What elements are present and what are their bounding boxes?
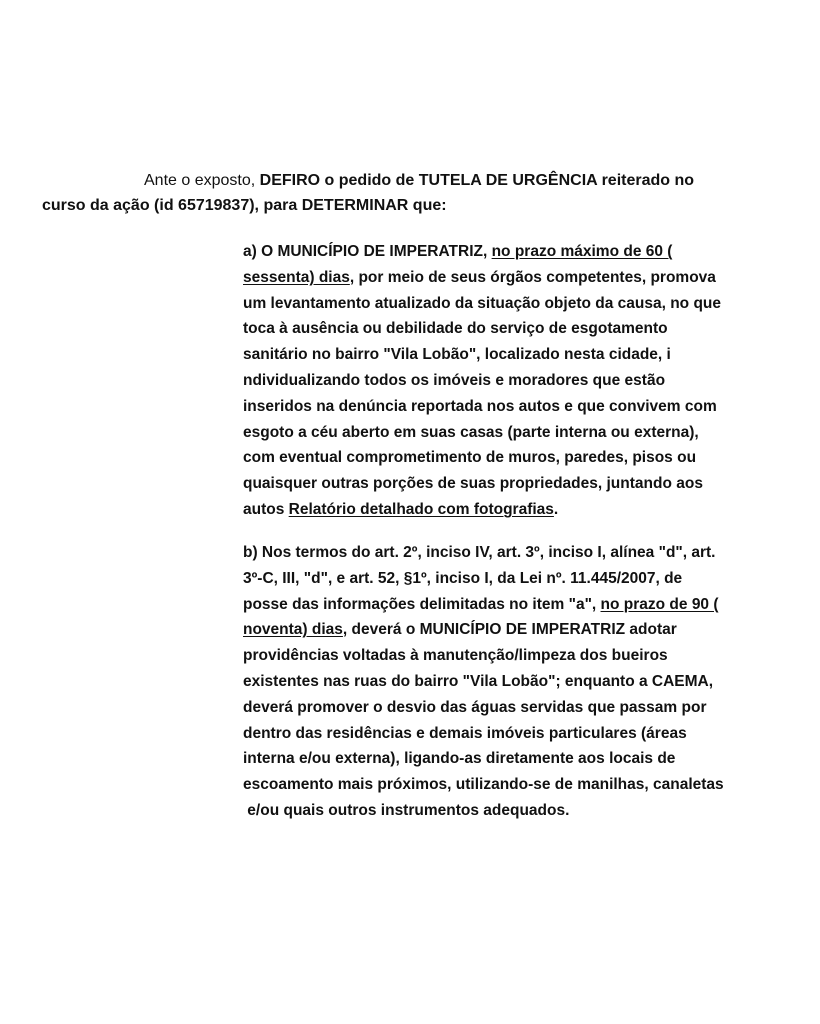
- item-a-deadline-part-1: no prazo máximo de 60 (: [491, 243, 673, 260]
- item-b-line-4: [243, 617, 783, 643]
- item-b-deadline-part-1: no prazo de 90 (: [600, 595, 719, 613]
- item-b-line-9: interna e/ou externa), ligando-as diretamente aos locais de: [243, 750, 676, 768]
- determination-item-a: [243, 239, 783, 523]
- item-a-deadline-part-2: sessenta) dias: [243, 268, 350, 286]
- item-a-line-4: toca à ausência ou debilidade do serviço de esgotamento: [243, 320, 668, 338]
- item-b-line-10: escoamento mais próximos, utilizando-se de manilhas, canaletas: [243, 776, 724, 794]
- item-a-line-11-end: .: [553, 500, 559, 518]
- intro-lead-text: Ante o exposto,: [144, 172, 260, 189]
- intro-line-2: curso da ação (id 65719837), para DETERMINAR que:: [42, 197, 447, 214]
- item-a-report-requirement: Relatório detalhado com fotografias: [288, 500, 554, 518]
- item-b-line-4-text: , deverá o MUNICÍPIO DE IMPERATRIZ adotar: [342, 621, 677, 639]
- item-a-line-5: sanitário no bairro "Vila Lobão", localizado nesta cidade, i: [243, 346, 671, 364]
- intro-line-1: [42, 168, 762, 193]
- item-a-line-8: esgoto a céu aberto em suas casas (parte interna ou externa),: [243, 423, 699, 441]
- item-a-line-2: [243, 265, 783, 291]
- item-a-line-1-text: a) O MUNICÍPIO DE IMPERATRIZ,: [243, 243, 492, 260]
- intro-line-1-rest: DEFIRO o pedido de TUTELA DE URGÊNCIA reiterado no: [259, 172, 695, 189]
- item-a-line-6: ndividualizando todos os imóveis e moradores que estão: [243, 371, 666, 389]
- item-b-line-6: existentes nas ruas do bairro "Vila Lobão"; enquanto a CAEMA,: [243, 672, 714, 690]
- item-b-line-1: b) Nos termos do art. 2º, inciso IV, art. 3º, inciso I, alínea "d", art.: [243, 544, 716, 561]
- item-b-line-8: dentro das residências e demais imóveis particulares (áreas: [243, 724, 687, 742]
- item-a-line-3: um levantamento atualizado da situação objeto da causa, no que: [243, 294, 722, 312]
- item-b-line-5: providências voltadas à manutenção/limpeza dos bueiros: [243, 647, 668, 665]
- item-b-line-3: [243, 592, 783, 618]
- item-b-line-7: deverá promover o desvio das águas servidas que passam por: [243, 698, 707, 716]
- intro-paragraph: [42, 168, 762, 218]
- item-a-line-9: com eventual comprometimento de muros, paredes, pisos ou: [243, 449, 697, 467]
- item-a-line-11: [243, 497, 783, 523]
- item-a-line-11-text: autos: [243, 500, 289, 518]
- determination-item-b: [243, 540, 783, 824]
- item-a-line-1: [243, 239, 783, 265]
- item-b-line-11: e/ou quais outros instrumentos adequados.: [243, 801, 570, 819]
- item-b-line-3-text: posse das informações delimitadas no item "a",: [243, 595, 601, 613]
- item-a-line-10: quaisquer outras porções de suas propriedades, juntando aos: [243, 475, 703, 493]
- item-b-deadline-part-2: noventa) dias: [243, 621, 343, 639]
- item-a-line-7: inseridos na denúncia reportada nos autos e que convivem com: [243, 397, 717, 415]
- item-a-line-2-text: , por meio de seus órgãos competentes, promova: [349, 268, 716, 286]
- item-b-line-2: 3º-C, III, "d", e art. 52, §1º, inciso I, da Lei nº. 11.445/2007, de: [243, 569, 683, 587]
